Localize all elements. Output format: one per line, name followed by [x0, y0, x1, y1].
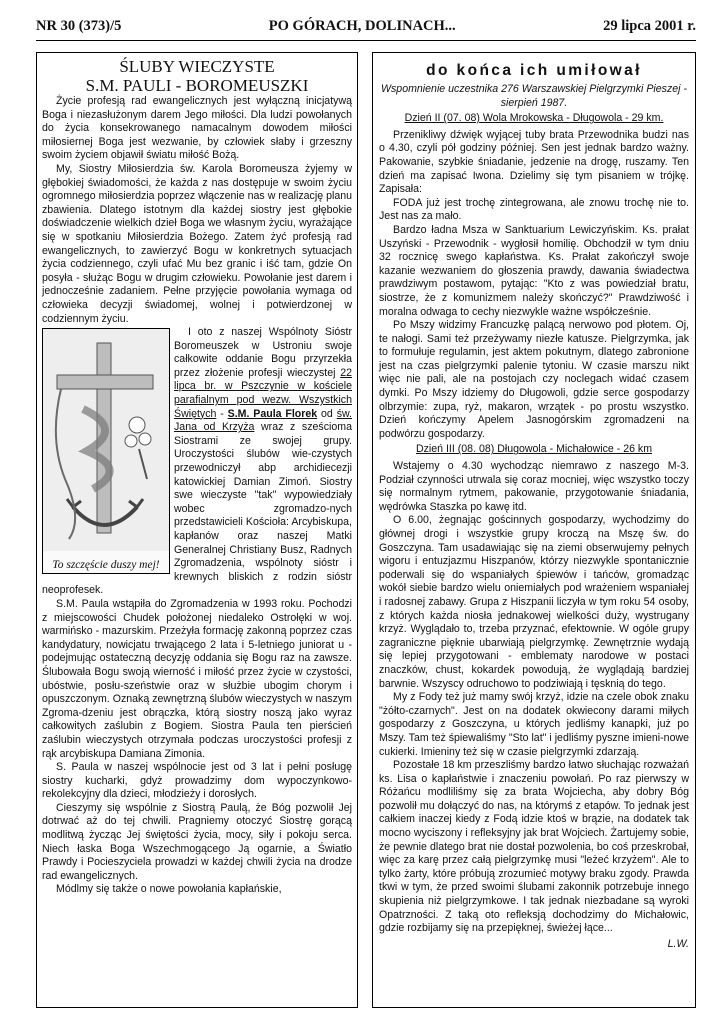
day-heading: Dzień II (07. 08) Wola Mrokowska - Długowola - 29 km. [404, 112, 664, 125]
paragraph: My z Fody też już mamy swój krzyż, idzie na czele obok znaku "żółto-czarnych". Jest on na dodatek okwiecony darami miłych gospodarzy z Goszczyna, u których jedliśmy kanapki, już po Mszy. Tam też śpiewaliśmy "Sto lat" i jedliśmy pyszne imieni-nowe cukierki. Imieniny też się w czasie pielgrzymki zdarzają. [379, 691, 689, 758]
article-title: do końca ich umiłował [426, 62, 642, 79]
paragraph: Przenikliwy dźwięk wyjącej tuby brata Przewodnika budzi nas o 4.30, czyli pół godziny później. Sen jest jednak bardzo ważny. Pakowanie, szybkie śniadanie, jedzenie na drogę, ruszamy. Ten dzień ma zapisać Iwona. Dzielimy się tym pisaniem w trójkę. Zapisała: [379, 128, 689, 196]
image-caption: To szczęście duszy mej! [52, 559, 160, 572]
paragraph: S. Paula w naszej wspólnocie jest od 3 lat i pełni posługę siostry kucharki, gdyż prowadzimy dom wypoczynkowo-rekolekcyjny dla dzieci, młodzieży i dorosłych. [42, 761, 352, 801]
text-span: - [216, 407, 228, 420]
paragraph: My, Siostry Miłosierdzia św. Karola Boromeusza żyjemy w głębokiej świadomości, że każda z nas dostępuje w swoim życiu ogromnego miłosierdzia poprzez włączenie nas w realizację planu zbawienia. Dlatego istotnym dla każdej siostry jest głębokie doświadczenie wielkich dzieł Boga we własnym życiu, wyrażające się w spotkaniu Miłosierdzia Bożego. Zatem żyć profesją rad ewangelicznych, to zawierzyć Bogu w konkretnych sytuacjach życia codziennego, czyli ufać Mu bez granic i iść tam, gdzie On posyła - służąc Bogu w drugim człowieku. Powołanie jest darem i jednocześnie zadaniem. Pełne przyjęcie powołania wymaga od człowieka decyzji świadomej, wolnej i potwierdzonej w codziennym życiu. [42, 162, 352, 325]
paragraph: Pozostałe 18 km przeszliśmy bardzo łatwo słuchając rozważań ks. Lisa o kapłaństwie i znaczeniu powołań. Po raz pierwszy w Różańcu modliliśmy się za brata Wojciecha, aby dobry Bóg pozwolił mu dołączyć do nas, na którymś z etapów. To jednak jest całkiem inaczej kiedy z Fodą idzie ktoś w brązie, na dodatek tak mocno wyciszony i refleksyjny jak brat Wojciech. Żartujemy sobie, że pewnie dlatego brat nie dostał pozwolenia, bo coś przeskrobał, więc za karę przez całą pielgrzymkę musi "leżeć krzyżem". Ale to tylko żarty, które próbują zrozumieć motywy braku zgody. Prawda tkwi w tym, że przed swoimi ślubami zakonnik potrzebuje innego skupienia niż pielgrzymkowe. I tak jednak niezbadane są wyroki Opatrzności. Z taką oto refleksją dochodzimy do Michałowic, gdzie rozbijamy się na przepięknej, świeżej łące... [379, 759, 689, 935]
text-span: wraz z sześcioma Siostrami ze swojej grupy. Uroczystości ślubów wie-czystych przewodniczył abp archidiecezji katowickiej Damian Zimoń. Siostry swe wieczyste "tak" wypowiedziały wobec zgromadzo-nych przedstawicieli Kościoła: Arcybiskupa, kapłanów oraz naszej Matki Generalnej Christiany Busz, Radnych Zgromadzenia, wspólnoty sióstr i krewnych bliskich z rodzin sióstr neoprofesek. [42, 421, 352, 597]
issue-date: 29 lipca 2001 r. [603, 17, 696, 34]
text-span: od [317, 407, 337, 420]
paragraph: FODA już jest trochę zintegrowana, ale znowu trochę nie to. Jest nas za mało. [379, 196, 689, 223]
paragraph: O 6.00, żegnając gościnnych gospodarzy, wychodzimy do głównej drogi i wszystkie grupy kroczą na Mszę św. do Goszczyna. Tam usadawiając się na ziemi obserwujemy pełnych wigoru i entuzjazmu Hiszpanów, którzy niezwykle spontanicznie poderwali się do wspaniałych śpiewów i tańców, gromadząc wokół siebie bardzo wielu oniemiałych pod wrażeniem wspaniałej i radosnej zabawy. Grupa z Hiszpanii liczyła w tym roku 54 osoby, z których każda niosła jednakowej wielkości duży, wystrugany krzyż. Wyglądało to, trzeba przyznać, efektownie. W ogóle grupy zagraniczne pięknie ubarwiają pielgrzymkę. Zewnętrznie wydają się lepiej przygotowani - emblematy narodowe w postaci znaczków, chust, kokardek powodują, że wyglądają bardziej barwnie. Wszyscy odruchowo to podziwiają i tęsknią do tego. [379, 514, 689, 690]
newspaper-name: PO GÓRACH, DOLINACH... [268, 17, 456, 34]
day-heading: Dzień III (08. 08) Długowola - Michałowice - 26 km [415, 443, 653, 456]
event-date-place: 22 lipca br. w Pszczynie w kościele parafialnym pod wezw. Wszystkich Świętych [174, 366, 352, 420]
article-title-line1: ŚLUBY WIECZYSTE [119, 57, 275, 76]
paragraph: Bardzo ładna Msza w Sanktuarium Lewiczyńskim. Ks. prałat Uszyński - Przewodnik - wygłosił homilię. Obchodził w tym dniu 32 rocznicę swego kapłaństwa. Ks. Prałat zakończył swoje kazanie wezwaniem do głoszenia prawdy, dawania świadectwa prawdziwym postawom, pytając: "Kto z was powiedział bratu, siostrze, że z komunizmem należy skończyć?" Prawdziwość i moralna odwaga to cechy niezwykle ważne współcześnie. [379, 223, 689, 318]
text-span: I oto z naszej Wspólnoty Sióstr Boromeuszek w Ustroniu swoje całkowite oddanie Bogu przyrzekła przez złożenie profesji wieczystej [174, 326, 352, 379]
right-article [372, 52, 696, 1008]
paragraph: S.M. Paula wstąpiła do Zgromadzenia w 1993 roku. Pochodzi z miejscowości Chudek położonej niedaleko Ostrołęki w woj. warmińsko - mazurskim. Przeżyła formację zakonną poprzez czas kandydatury, nowicjatu trwającego 2 lata i 5-letniego juniorat u - podejmując ostateczną decyzję oddania się Bogu raz na zawsze. Ślubowała Bogu swoją wierność i miłość przez życie w czystości, ubóstwie, posłu-szeństwie oraz w służbie ubogim chorym i opuszczonym. Oznaką zewnętrzną ślubów wieczystych w naszym Zgroma-dzeniu jest obrączka, którą siostry noszą jako wyraz całkowitych zaślubin z Bogiem. Siostra Paula ten pierścień zaślubin wieczystych otrzymała podczas uroczystości profesji z rąk arcybiskupa Damiana Zimonia. [42, 597, 352, 760]
issue-number: NR 30 (373)/5 [36, 17, 122, 34]
author-signature: L.W. [667, 937, 689, 950]
article-subtitle: Wspomnienie uczestnika 276 Warszawskiej Pielgrzymki Pieszej - sierpień 1987. [381, 83, 687, 109]
article-title-line2: S.M. PAULI - BOROMEUSZKI [85, 76, 309, 95]
religious-name: św. Jana od Krzyża [174, 407, 352, 434]
cross-illustration [42, 328, 170, 574]
paragraph: Módlmy się także o nowe powołania kapłańskie, [56, 883, 282, 896]
left-article [36, 52, 358, 1008]
paragraph: Wstajemy o 4.30 wychodząc niemrawo z naszego M-3. Podział czynności utrwala się coraz mocniej, więc wszystko toczy się normalnym rytmem, pakowanie, przygotowanie śniadania, wędrówka Staszka po kawę itd. [379, 460, 689, 513]
cross-anchor-image [43, 329, 169, 551]
paragraph: Po Mszy widzimy Francuzkę palącą nerwowo pod płotem. Oj, te nałogi. Sami też przeżywamy niezłe katusze. Pielgrzymka, jak to formułuje regulamin, jest aktem pokutnym, dlatego zabronione jest na czas pielgrzymki palenie tytoniu. W czasie marszu nikt więc nie pali, ale na postojach czy noclegach widać czasem dymki. Po Mszy idziemy do Długowoli, gdzie serce gospodarzy olbrzymie: zupa, ryż, makaron, wrzątek - po prostu wszystko. Dzień kończymy Apelem Jasnogórskim zgromadzeni na podwórzu gospodarzy. [379, 319, 689, 440]
paragraph: Cieszymy się wspólnie z Siostrą Paulą, że Bóg pozwolił Jej dotrwać aż do tej chwili. Pragniemy otoczyć Siostrę gorącą modlitwą życząc Jej świętości życia, mocy, siły i pokoju serca. Niech łaska Boga Wszechmogącego Ją ogarnie, a Światło Prawdy i Pocieszyciela prowadzi w każdej chwili życia na drodze rad ewangelicznych. [42, 801, 352, 882]
sister-name: S.M. Paula Florek [227, 407, 318, 420]
page-header [36, 12, 696, 41]
paragraph: Życie profesją rad ewangelicznych jest wyłączną inicjatywą Boga i niezasłużonym darem Jego miłości. Dla ludzi powołanych do życia konsekrowanego namacalnym dowodem miłości miłosiernej Boga jest wezwanie, by człowiek słaby i grzeszny swoim życiem objawił światu miłość Bożą. [42, 95, 352, 162]
